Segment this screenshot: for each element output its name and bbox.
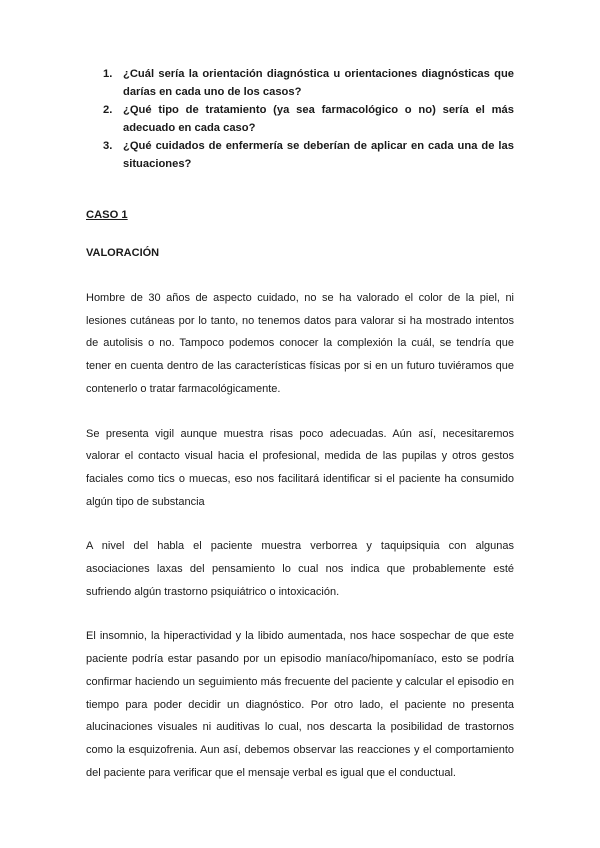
question-item: ¿Qué tipo de tratamiento (ya sea farmacológico o no) sería el más adecuado en cada caso? [123,104,514,134]
paragraph: Se presenta vigil aunque muestra risas poco adecuadas. Aún así, necesitaremos valorar el contacto visual hacia el profesional, medida de las pupilas y otros gestos faciales como tics o muecas, eso nos facilitará identificar si el paciente ha consumido algún tipo de substancia [86,427,514,508]
question-item: ¿Cuál sería la orientación diagnóstica u orientaciones diagnósticas que darías en cada uno de los casos? [123,68,514,98]
question-item: ¿Qué cuidados de enfermería se deberían de aplicar en cada una de las situaciones? [123,140,514,170]
paragraph: A nivel del habla el paciente muestra verborrea y taquipsiquia con algunas asociaciones laxas del pensamiento lo cual nos indica que probablemente esté sufriendo algún trastorno psiquiátrico o intoxicación. [86,540,514,598]
case-heading: CASO 1 [86,209,128,221]
question-list [86,66,514,173]
paragraph: Hombre de 30 años de aspecto cuidado, no se ha valorado el color de la piel, ni lesiones cutáneas por lo tanto, no tenemos datos para valorar si ha mostrado intentos de autolisis o no. Tampoco podemos conocer la complexión la cuál, se tendría que tener en cuenta dentro de las características físicas por si en un futuro tuviéramos que contenerlo o tratar farmacológicamente. [86,292,514,395]
section-heading: VALORACIÓN [86,247,160,259]
paragraph: El insomnio, la hiperactividad y la libido aumentada, nos hace sospechar de que este paciente podría estar pasando por un episodio maníaco/hipomaníaco, esto se podría confirmar haciendo un seguimiento más frecuente del paciente y calcular el episodio en tiempo para poder decidir un diagnóstico. Por otro lado, el paciente no presenta alucinaciones visuales ni auditivas lo cual, nos descarta la posibilidad de trastornos como la esquizofrenia. Aun así, debemos observar las reacciones y el comportamiento del paciente para verificar que el mensaje verbal es igual que el conductual. [86,630,514,779]
